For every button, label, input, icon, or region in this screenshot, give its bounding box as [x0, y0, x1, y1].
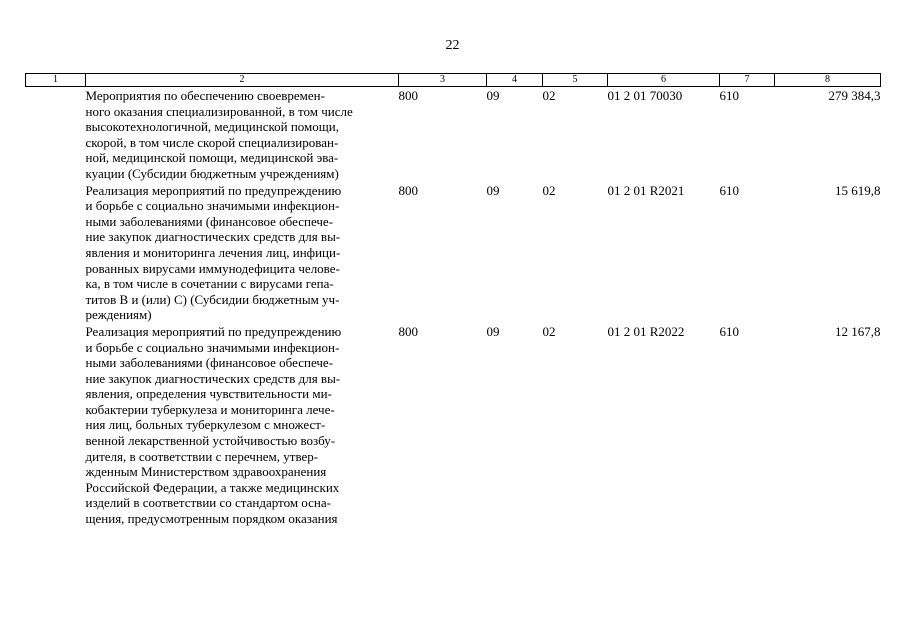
item-name-line: Реализация мероприятий по предупреждению — [85, 182, 342, 198]
header-row — [26, 74, 881, 87]
item-name-line: скорой, в том числе скорой специализирован- — [85, 134, 339, 150]
item-name-line: дителя, в соответствии с перечнем, утвер- — [85, 448, 319, 464]
target-article-cell: 01 2 01 R2022 — [607, 323, 685, 339]
header-col-4: 4 — [487, 74, 543, 87]
grbs-code-cell: 800 — [398, 323, 418, 339]
header-col-1: 1 — [26, 74, 86, 87]
amount-cell: 279 384,3 — [828, 88, 881, 103]
item-name-line: изделий в соответствии со стандартом осна- — [85, 495, 331, 511]
table-body — [26, 87, 881, 527]
row-number-cell — [26, 323, 86, 527]
item-name-cell — [86, 182, 399, 323]
section-code-cell: 09 — [486, 182, 500, 198]
header-col-7: 7 — [720, 74, 775, 87]
item-name-line: ными заболеваниями (финансовое обеспече- — [85, 355, 334, 371]
subsection-code-cell: 02 — [542, 88, 556, 103]
item-name-line: куации (Субсидии бюджетным учреждениям) — [85, 165, 339, 181]
table-row — [26, 182, 881, 323]
row-number-cell — [26, 182, 86, 323]
item-name-line: высокотехнологичной, медицинской помощи, — [85, 119, 339, 135]
item-name-line: рованных вирусами иммунодефицита челове- — [85, 260, 340, 276]
header-col-2: 2 — [86, 74, 399, 87]
header-col-6: 6 — [608, 74, 720, 87]
expense-type-cell: 610 — [719, 182, 739, 198]
item-name-line: ными заболеваниями (финансовое обеспече- — [85, 213, 334, 229]
item-name-line: ка, в том числе в сочетании с вирусами гепа- — [85, 276, 334, 292]
header-col-3: 3 — [399, 74, 487, 87]
item-name-line: венной лекарственной устойчивостью возбу- — [85, 433, 336, 449]
subsection-code-cell: 02 — [542, 323, 556, 339]
item-name-line: ние закупок диагностических средств для вы- — [85, 229, 341, 245]
section-code-cell: 09 — [486, 88, 500, 103]
amount-cell: 12 167,8 — [835, 323, 881, 339]
page-number: 22 — [445, 38, 460, 53]
table-header — [26, 74, 881, 87]
item-name-line: и борьбе с социально значимыми инфекцион- — [85, 198, 340, 214]
item-name-line: титов В и (или) С) (Субсидии бюджетным уч- — [85, 291, 340, 307]
item-name-line: ного оказания специализированной, в том числе — [85, 103, 353, 119]
item-name-line: щения, предусмотренным порядком оказания — [85, 511, 338, 527]
header-col-5: 5 — [543, 74, 608, 87]
grbs-code-cell: 800 — [398, 88, 418, 103]
section-code-cell: 09 — [486, 323, 500, 339]
row-number-cell — [26, 87, 86, 182]
item-name-line: Мероприятия по обеспечению своевремен- — [85, 88, 325, 103]
expense-type-cell: 610 — [719, 323, 739, 339]
target-article-cell: 01 2 01 R2021 — [607, 182, 685, 198]
item-name-line: Российской Федерации, а также медицинских — [85, 479, 340, 495]
amount-cell: 15 619,8 — [835, 182, 881, 198]
item-name-cell — [86, 87, 399, 182]
item-name-line: реждениям) — [85, 307, 152, 323]
item-name-line: явления и мониторинга лечения лиц, инфици- — [85, 244, 341, 260]
table-row — [26, 323, 881, 527]
item-name-line: ния лиц, больных туберкулезом с множест- — [85, 417, 326, 433]
item-name-line: явления, определения чувствительности ми- — [85, 386, 332, 402]
table-row — [26, 87, 881, 182]
header-col-8: 8 — [775, 74, 881, 87]
item-name-line: и борьбе с социально значимыми инфекцион- — [85, 339, 340, 355]
grbs-code-cell: 800 — [398, 182, 418, 198]
subsection-code-cell: 02 — [542, 182, 556, 198]
item-name-line: ние закупок диагностических средств для вы- — [85, 370, 341, 386]
item-name-line: ной, медицинской помощи, медицинской эва- — [85, 150, 339, 166]
expense-type-cell: 610 — [719, 88, 739, 103]
item-name-line: жденным Министерством здравоохранения — [85, 464, 327, 480]
budget-table — [25, 73, 881, 527]
item-name-line: кобактерии туберкулеза и мониторинга лече- — [85, 401, 335, 417]
target-article-cell: 01 2 01 70030 — [607, 88, 683, 103]
item-name-cell — [86, 323, 399, 527]
item-name-line: Реализация мероприятий по предупреждению — [85, 323, 342, 339]
